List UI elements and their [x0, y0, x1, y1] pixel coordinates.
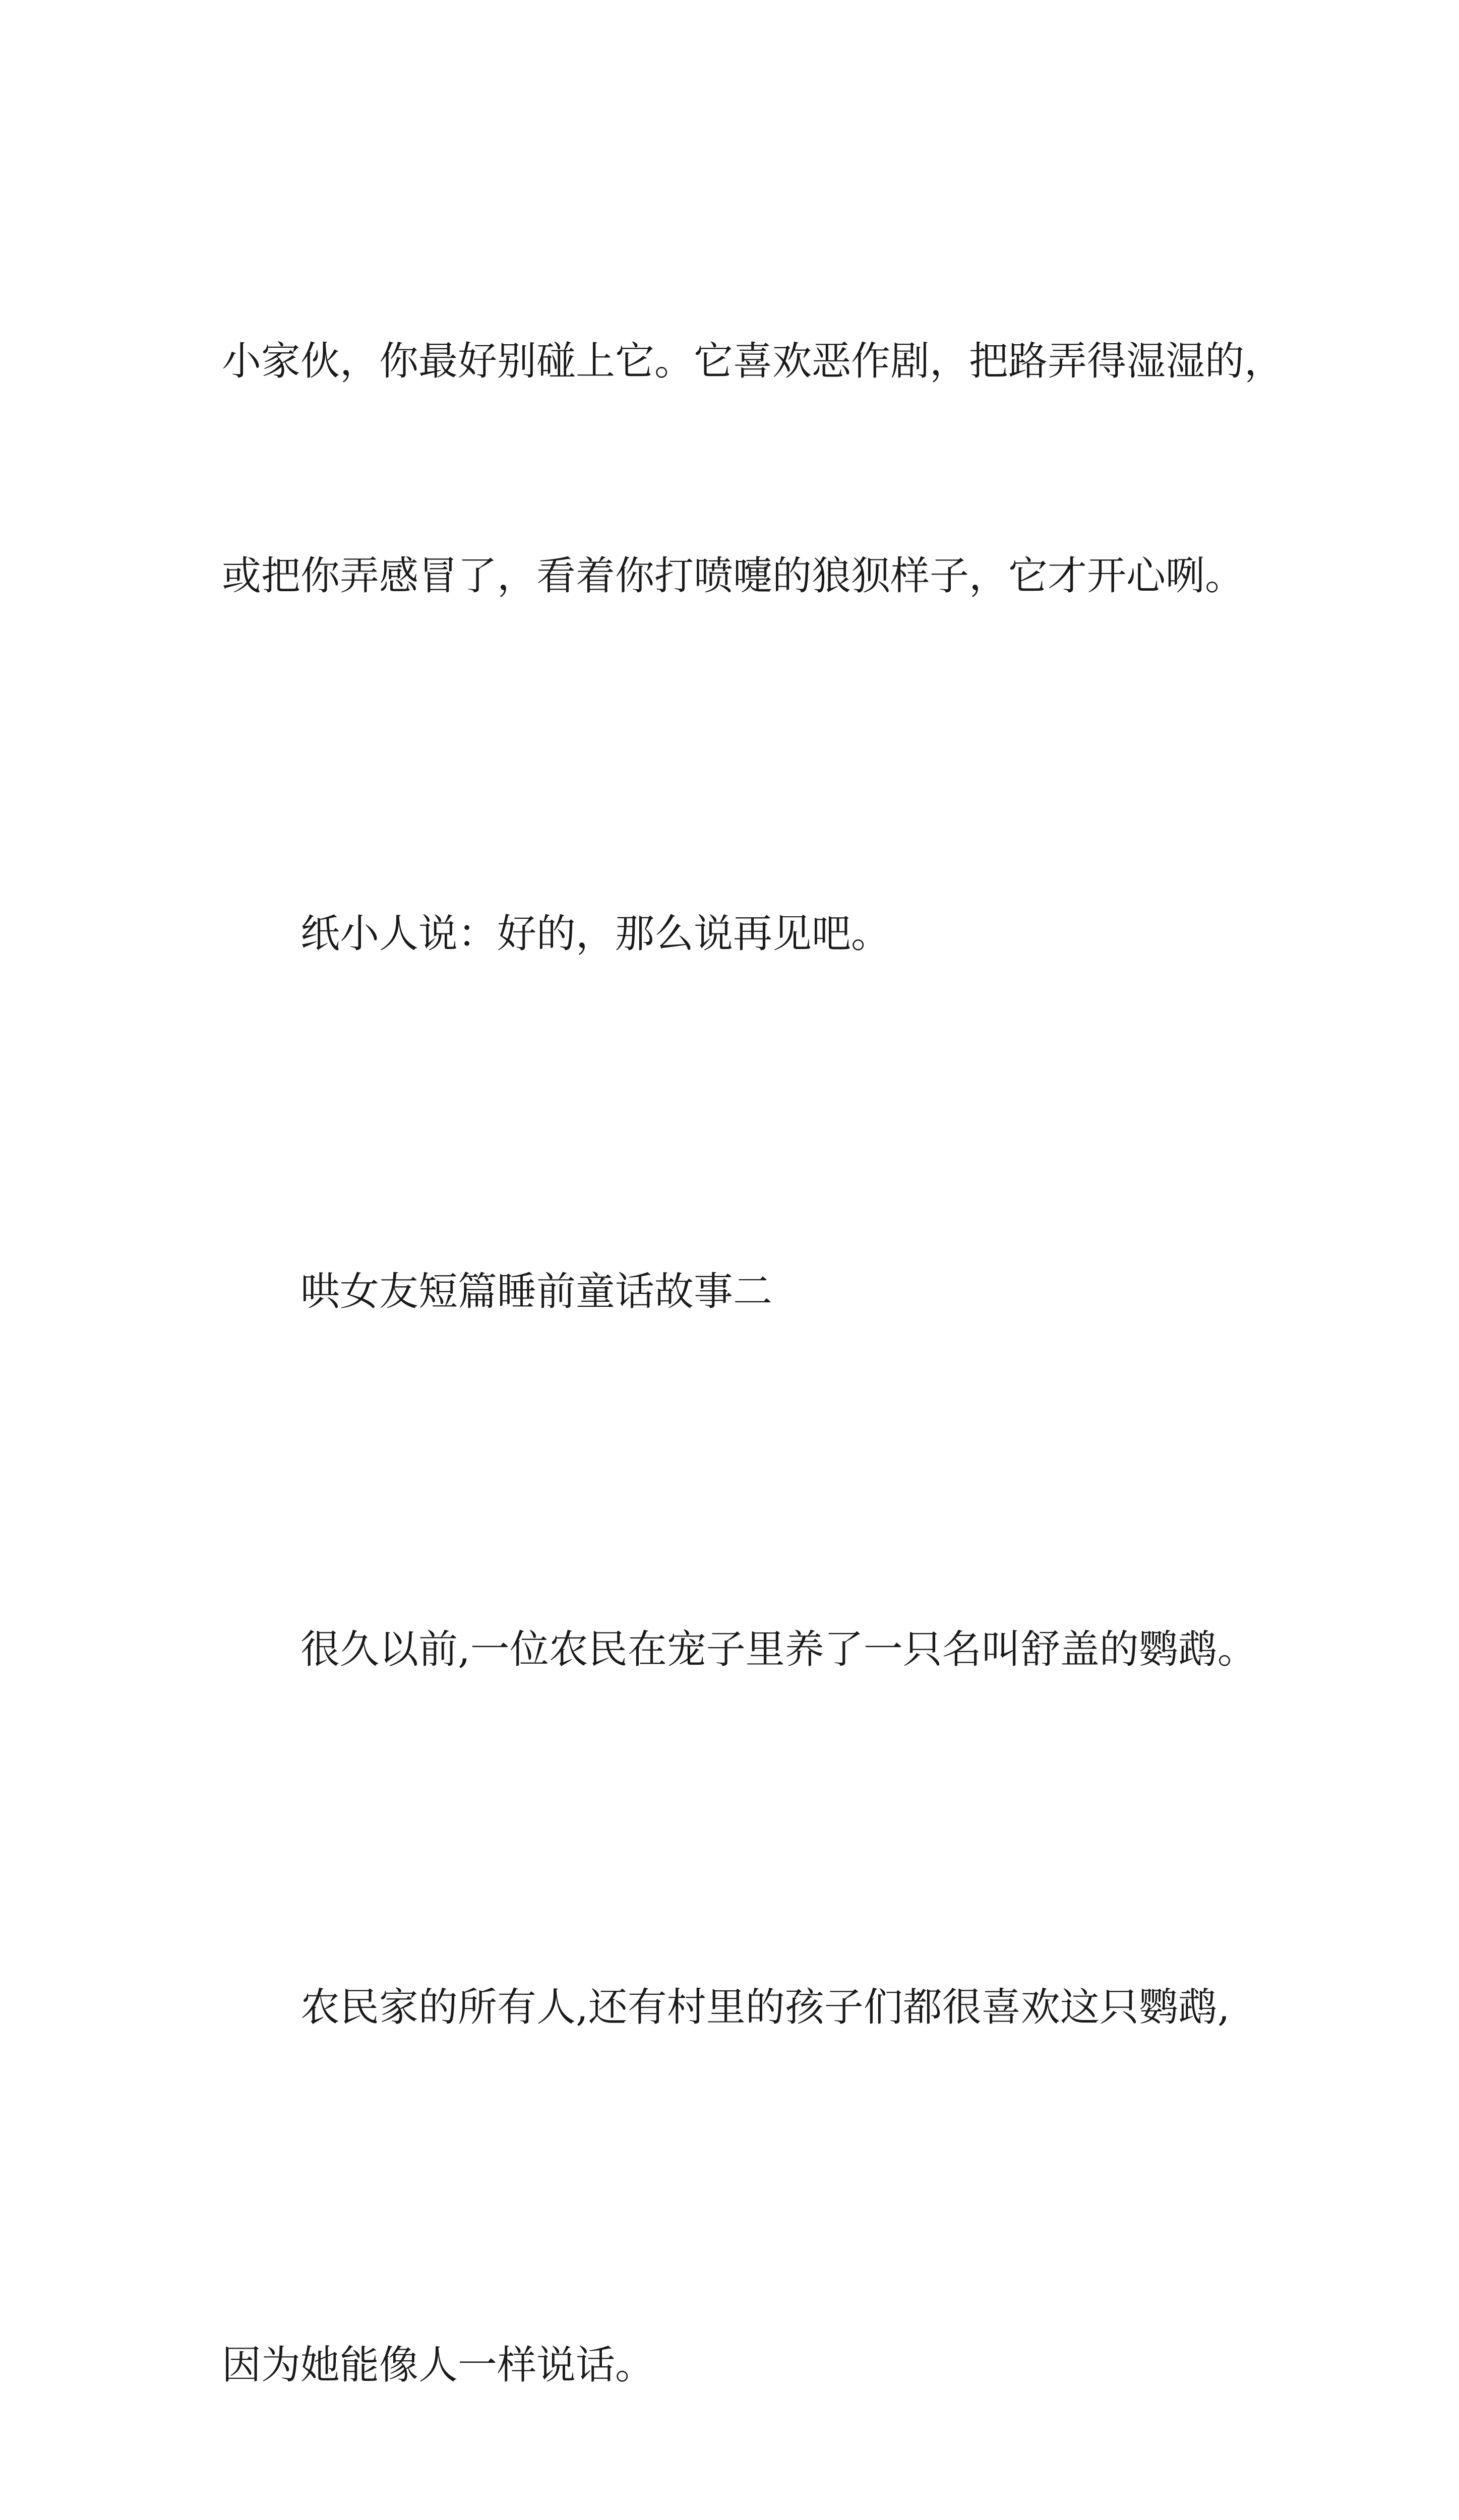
text-line: 小家伙，你最好别碰上它。它喜欢恶作剧，把路弄得湿湿的，: [222, 339, 1284, 384]
text-line: 或把你弄感冒了，看着你打喷嚏的狼狈样子，它才开心咧。: [222, 553, 1245, 599]
text-line: 农民家的所有人,还有村里的孩子们都很喜欢这只鹦鹉,: [300, 1985, 1230, 2030]
text-line: 因为她能像人一样说话。: [222, 2343, 655, 2388]
paragraph: [222, 755, 1260, 1113]
paragraph: [222, 182, 1284, 755]
paragraph: [222, 1829, 1260, 2186]
paragraph: [222, 1471, 1260, 1829]
text-line: 很久以前,一位农民在宠子里养了一只名叫舒盖的鹦鹉。: [300, 1627, 1257, 1672]
paragraph-continuation: [222, 2186, 1260, 2520]
document-body: [222, 182, 1284, 2520]
section-heading: [222, 1113, 1260, 1471]
text-line: 纸小人说：好的，那么说再见吧。: [300, 911, 891, 957]
heading-text: 哄女友短篇睡前童话故事二: [300, 1269, 773, 1314]
